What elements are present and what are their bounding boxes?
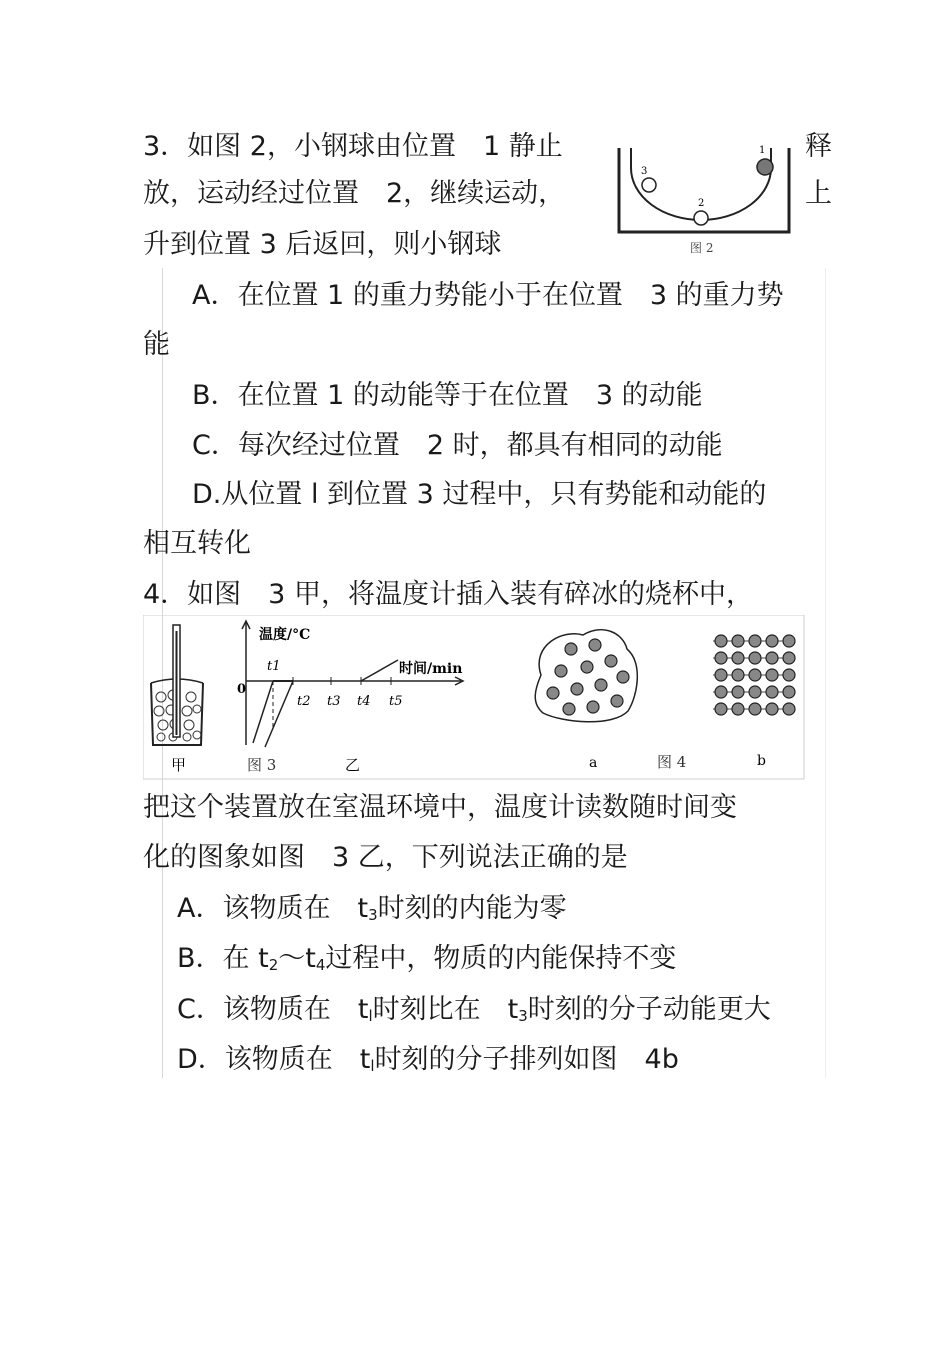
q3-option-d-cont: 相互转化 [143, 528, 251, 559]
molecule [766, 635, 778, 647]
molecule [766, 652, 778, 664]
molecule [732, 669, 744, 681]
label-3: 3 [641, 166, 648, 177]
q4-option-c: C．该物质在 $t_l$时刻比在 $t_3$时刻的分子动能更大 [177, 994, 771, 1025]
molecule [783, 635, 795, 647]
molecule [749, 635, 761, 647]
melting-curve-after [361, 660, 398, 681]
molecule [749, 686, 761, 698]
molecule [605, 655, 617, 667]
molecule [732, 652, 744, 664]
molecule [766, 703, 778, 715]
q3-option-a-cont: 能 [143, 329, 170, 360]
molecule [587, 701, 599, 713]
q4-option-a: A．该物质在 $t_3$时刻的内能为零 [177, 893, 567, 924]
molecule [715, 652, 727, 664]
figure-2-caption: 图 2 [690, 241, 714, 255]
tick-t3: t3 [327, 694, 341, 709]
molecule [732, 703, 744, 715]
label-a: a [589, 755, 598, 771]
q4-line-2: 把这个装置放在室温环境中，温度计读数随时间变 [143, 792, 737, 823]
molecule [783, 686, 795, 698]
molecule [749, 652, 761, 664]
beaker-with-ice [151, 625, 203, 745]
ball-position-3 [642, 178, 656, 192]
label-2: 2 [698, 198, 705, 209]
label-b: b [757, 753, 766, 769]
molecule [565, 643, 577, 655]
solid-lattice [713, 635, 795, 715]
q3-line-3: 升到位置 3 后返回，则小钢球 [143, 229, 502, 260]
q3-option-b: B．在位置 1 的动能等于在位置 3 的动能 [192, 380, 703, 411]
q3-option-d: D.从位置 l 到位置 3 过程中，只有势能和动能的 [192, 479, 767, 510]
label-yi: 乙 [345, 756, 361, 774]
ball-position-2 [694, 211, 708, 225]
q3-line-2-end: 上 [805, 178, 832, 209]
tick-t2: t2 [297, 694, 311, 709]
q3-option-a: A．在位置 1 的重力势能小于在位置 3 的重力势 [192, 280, 784, 311]
molecule [571, 683, 583, 695]
figure-2 [613, 140, 795, 258]
molecule [783, 652, 795, 664]
molecule [766, 669, 778, 681]
molecule [766, 686, 778, 698]
figure-3-caption: 图 3 [247, 756, 277, 774]
ball-position-1 [757, 159, 773, 175]
q4-line-3: 化的图象如图 3 乙，下列说法正确的是 [143, 842, 628, 873]
molecule [783, 703, 795, 715]
origin-label: 0 [237, 682, 247, 697]
tick-t1: t1 [267, 659, 281, 674]
molecule [749, 669, 761, 681]
label-1: 1 [759, 145, 766, 156]
label-jia: 甲 [171, 756, 187, 774]
molecule [563, 703, 575, 715]
figure-4-caption: 图 4 [657, 753, 687, 771]
x-axis-label: 时间/min [399, 661, 463, 677]
molecule [749, 703, 761, 715]
figure-3-4 [143, 615, 805, 780]
molecule [732, 686, 744, 698]
molecule [715, 669, 727, 681]
molecule [715, 703, 727, 715]
q3-line-1: 3．如图 2，小钢球由位置 1 静止 [143, 131, 563, 162]
q4-option-d: D．该物质在 $t_l$时刻的分子排列如图 4b [177, 1044, 679, 1075]
molecule [732, 635, 744, 647]
tick-t4: t4 [357, 694, 371, 709]
molecule [611, 695, 623, 707]
molecule [783, 669, 795, 681]
molecule [589, 639, 601, 651]
molecule [595, 679, 607, 691]
q3-line-2: 放，运动经过位置 2，继续运动， [143, 178, 566, 209]
liquid-molecules [547, 639, 629, 715]
q3-option-c: C．每次经过位置 2 时，都具有相同的动能 [192, 430, 723, 461]
molecule [581, 661, 593, 673]
q4-line-1: 4．如图 3 甲，将温度计插入装有碎冰的烧杯中， [143, 579, 753, 610]
q3-line-1-end: 释 [805, 131, 832, 162]
molecule [555, 665, 567, 677]
y-axis-label: 温度/°C [259, 627, 311, 643]
molecule [617, 671, 629, 683]
molecule [715, 635, 727, 647]
molecule [715, 686, 727, 698]
molecule [547, 687, 559, 699]
q4-option-b: B．在 $t_2\sim t_4$过程中，物质的内能保持不变 [177, 943, 677, 974]
tick-t5: t5 [389, 694, 403, 709]
